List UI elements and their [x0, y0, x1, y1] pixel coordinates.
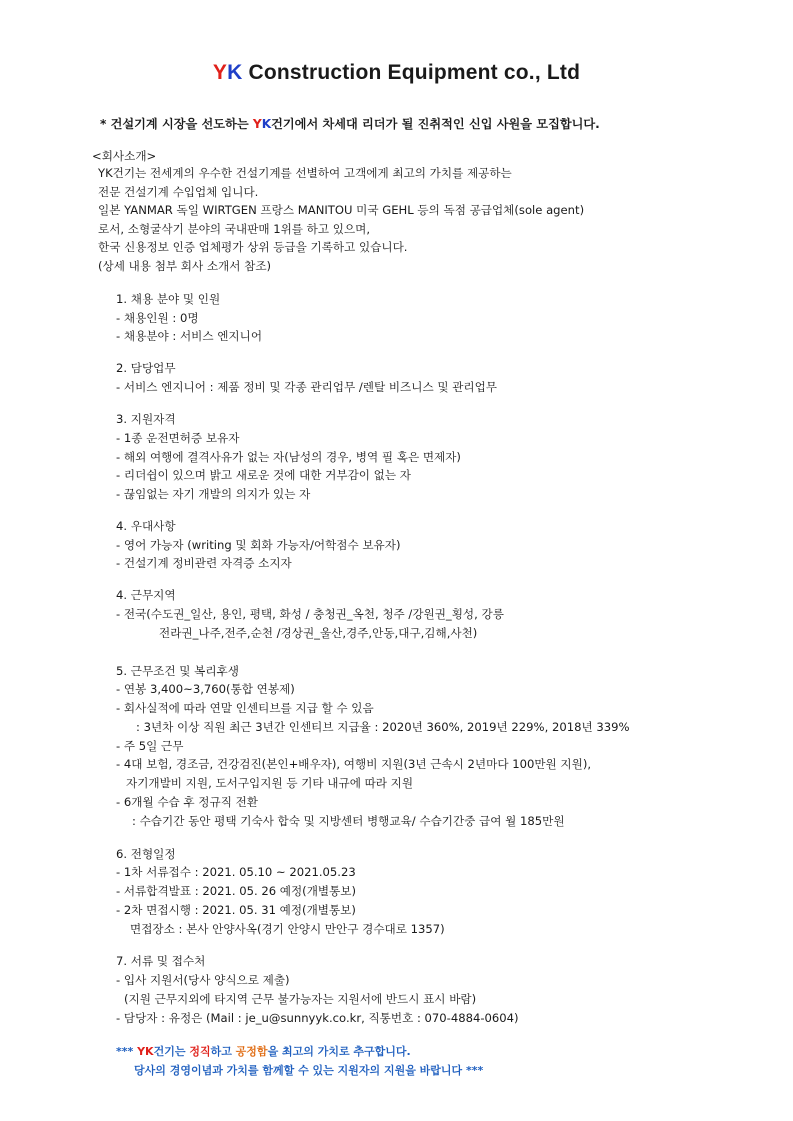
section-item: - 건설기계 정비관련 자격증 소지자 [116, 556, 292, 570]
section-heading-positions: 1. 채용 분야 및 인원 [116, 292, 221, 306]
section-item: - 끊임없는 자기 개발의 의지가 있는 자 [116, 487, 311, 501]
section-item: - 1종 운전면허증 보유자 [116, 431, 240, 445]
intro-line: (상세 내용 첨부 회사 소개서 참조) [98, 259, 272, 273]
section-item: - 서류합격발표 : 2021. 05. 26 예정(개별통보) [116, 884, 357, 898]
section-item: - 채용분야 : 서비스 엔지니어 [116, 329, 263, 343]
section-item: - 2차 면접시행 : 2021. 05. 31 예정(개별통보) [116, 903, 356, 917]
intro-line: 일본 YANMAR 독일 WIRTGEN 프랑스 MANITOU 미국 GEHL 등의 독점 공급업체(sole agent) [98, 203, 585, 217]
section-item: : 수습기간 동안 평택 기숙사 합숙 및 지방센터 병행교육/ 수습기간중 급여 월 185만원 [132, 814, 565, 828]
section-item: : 3년차 이상 직원 최근 3년간 인센티브 지급율 : 2020년 360%, 2019년 229%, 2018년 339% [136, 720, 630, 734]
intro-line: YK건기는 전세계의 우수한 건설기계를 선별하여 고객에게 최고의 가치를 제공하는 [98, 166, 512, 180]
footer-motto: *** YK건기는 정직하고 공정함을 최고의 가치로 추구합니다. [116, 1045, 411, 1058]
recruit-lead: * 건설기계 시장을 선도하는 YK건기에서 차세대 리더가 될 진취적인 신입 사원을 모집합니다. [100, 117, 600, 131]
section-item: - 영어 가능자 (writing 및 회화 가능자/어학점수 보유자) [116, 538, 401, 552]
section-heading-locations: 4. 근무지역 [116, 588, 176, 602]
section-heading-conditions: 5. 근무조건 및 복리후생 [116, 664, 239, 678]
section-item: 전라권_나주,전주,순천 /경상권_울산,경주,안동,대구,김해,사천) [159, 626, 478, 640]
section-item: - 연봉 3,400~3,760(통합 연봉제) [116, 682, 295, 696]
section-item: - 리더쉽이 있으며 밝고 새로운 것에 대한 거부감이 없는 자 [116, 468, 411, 482]
section-heading-application: 7. 서류 및 접수처 [116, 954, 206, 968]
section-item: 면접장소 : 본사 안양사옥(경기 안양시 만안구 경수대로 1357) [130, 922, 445, 936]
intro-line: 한국 신용정보 인증 업체평가 상위 등급을 기록하고 있습니다. [98, 240, 408, 254]
section-item: - 서비스 엔지니어 : 제품 정비 및 각종 관리업무 /렌탈 비즈니스 및 관리업무 [116, 380, 498, 394]
section-item: (지원 근무지외에 타지역 근무 불가능자는 지원서에 반드시 표시 바람) [124, 992, 477, 1006]
section-item: - 주 5일 근무 [116, 739, 184, 753]
section-item: - 전국(수도권_일산, 용인, 평택, 화성 / 충청권_옥천, 청주 /강원권_횡성, 강릉 [116, 607, 504, 621]
intro-line: 로서, 소형굴삭기 분야의 국내판매 1위를 하고 있으며, [98, 222, 371, 236]
section-item: - 입사 지원서(당사 양식으로 제출) [116, 973, 290, 987]
section-item: - 4대 보험, 경조금, 건강검진(본인+배우자), 여행비 지원(3년 근속시 2년마다 100만원 지원), [116, 757, 592, 771]
section-item: 자기개발비 지원, 도서구입지원 등 기타 내규에 따라 지원 [126, 776, 414, 790]
section-item: - 6개월 수습 후 정규직 전환 [116, 795, 258, 809]
footer-closing: 당사의 경영이념과 가치를 함께할 수 있는 지원자의 지원을 바랍니다 *** [134, 1064, 484, 1077]
section-heading-preferences: 4. 우대사항 [116, 519, 176, 533]
section-heading-schedule: 6. 전형일정 [116, 847, 176, 861]
section-heading-qualifications: 3. 지원자격 [116, 412, 176, 426]
company-title: YK Construction Equipment co., Ltd [212, 61, 581, 84]
section-item: - 채용인원 : 0명 [116, 311, 199, 325]
contact-line: - 담당자 : 유정은 (Mail : je_u@sunnyyk.co.kr, 직통번호 : 070-4884-0604) [116, 1011, 519, 1025]
section-heading-duties: 2. 담당업무 [116, 361, 176, 375]
section-item: - 1차 서류접수 : 2021. 05.10 ~ 2021.05.23 [116, 865, 356, 879]
intro-line: 전문 건설기계 수입업체 입니다. [98, 185, 259, 199]
section-item: - 회사실적에 따라 연말 인센티브를 지급 할 수 있음 [116, 701, 374, 715]
section-item: - 해외 여행에 결격사유가 없는 자(남성의 경우, 병역 필 혹은 면제자) [116, 450, 461, 464]
intro-heading: <회사소개> [92, 149, 157, 163]
